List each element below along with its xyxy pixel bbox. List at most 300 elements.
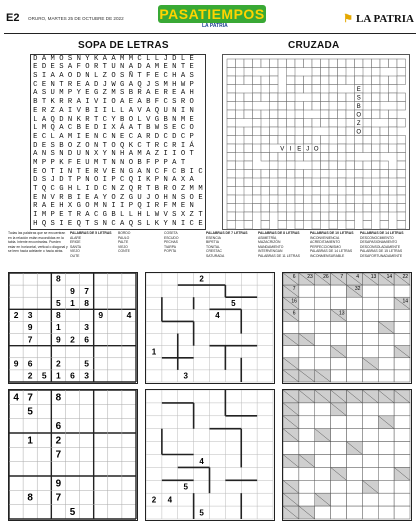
sopa-letter: O [189, 124, 194, 133]
sopa-letter: Q [137, 80, 142, 89]
sopa-row [31, 168, 205, 177]
sopa-letter: A [76, 98, 81, 107]
number-puzzle-2-grid [146, 390, 276, 522]
sopa-letter: E [33, 63, 38, 72]
sopa-letter: U [76, 150, 81, 159]
sopa-letter: E [198, 193, 203, 202]
sopa-letter: P [154, 158, 160, 167]
crossword-cell [397, 76, 406, 85]
sopa-letter: W [180, 80, 186, 89]
crossword-cell [355, 170, 364, 179]
sopa-letter: S [50, 150, 55, 159]
sopa-letter: A [128, 63, 134, 72]
sudoku-digit: 2 [70, 334, 75, 345]
sopa-letter: C [93, 211, 99, 220]
crossword-cell [287, 136, 296, 145]
word-column [206, 231, 250, 259]
sopa-letter: A [59, 106, 64, 115]
crossword-cell [312, 68, 321, 77]
sopa-letter: Y [163, 219, 168, 228]
sopa-letter: Q [128, 176, 134, 185]
sopa-letter: N [172, 115, 177, 124]
sopa-letter: I [163, 150, 168, 159]
crossword-cell [244, 102, 253, 111]
crossword-cell [321, 195, 330, 204]
sopa-letter: D [33, 176, 38, 185]
kakuro-cell [331, 442, 347, 455]
kakuro-cell [378, 297, 394, 309]
sopa-letter: Q [50, 124, 55, 133]
sopa-letter: T [198, 211, 203, 220]
sopa-letter: I [59, 219, 64, 228]
crossword-cell [227, 144, 236, 153]
region-number: 4 [215, 311, 220, 321]
sopa-letter: A [111, 54, 116, 63]
sopa-letter: K [128, 141, 134, 150]
crossword-cell [312, 76, 321, 85]
sopa-letter: M [111, 89, 116, 98]
sopa-letter: C [198, 167, 203, 176]
sopa-letter: S [172, 98, 177, 107]
sopa-letter: R [33, 202, 38, 211]
sopa-letter: E [85, 193, 90, 202]
sopa-letter: E [172, 124, 177, 133]
sopa-letter: K [93, 54, 99, 63]
crossword-cell [346, 187, 355, 196]
sopa-letter: A [33, 150, 38, 159]
sudoku-digit: 2 [56, 358, 61, 369]
word-item: PAULO [118, 235, 130, 240]
sopa-letter: N [120, 63, 125, 72]
sopa-letter: K [76, 115, 81, 124]
kakuro-cell [394, 493, 410, 506]
crossword-cell [338, 195, 347, 204]
word-list [8, 231, 412, 269]
sopa-row [31, 133, 205, 142]
crossword-cell [363, 212, 372, 221]
number-puzzle-1-grid [146, 273, 276, 385]
crossword-cell [380, 136, 389, 145]
sopa-letter: B [180, 167, 186, 176]
sopa-letter: A [85, 80, 90, 89]
crossword-cell [261, 212, 270, 221]
crossword-cell [261, 127, 270, 136]
sudoku-digit: 4 [126, 310, 132, 321]
kakuro-cell [362, 346, 378, 358]
sopa-letter: E [33, 193, 38, 202]
crossword-cell [397, 136, 406, 145]
sopa-row [31, 98, 205, 107]
sopa-letter: R [76, 211, 81, 220]
word-item: PALABRAS DE 14 LETRAS [310, 249, 353, 254]
crossword-cell [278, 170, 287, 179]
kakuro-cell [315, 346, 331, 358]
crossword-cell [389, 170, 398, 179]
sopa-letter: P [154, 176, 160, 185]
pasatiempos-logo [158, 5, 266, 31]
sudoku-digit: 6 [55, 420, 62, 432]
word-item: PALABRAS DE 11 LETRAS [258, 253, 300, 258]
word-item: BIPETIA [206, 240, 220, 245]
sopa-letter: Á [189, 141, 194, 150]
kakuro-cell [394, 334, 410, 346]
sopa-letter: E [189, 115, 194, 124]
sopa-letter: D [59, 115, 64, 124]
kakuro-cell [299, 297, 315, 309]
crossword-cell [312, 161, 321, 170]
crossword-cell [346, 127, 355, 136]
sopa-letter: Z [102, 89, 107, 98]
sopa-letter: N [146, 167, 151, 176]
crossword-cell [363, 195, 372, 204]
sopa-letter: U [163, 106, 168, 115]
crossword-letter: S [356, 95, 361, 102]
crossword-cell [227, 76, 236, 85]
sopa-letter: N [172, 63, 177, 72]
sopa-letter: I [120, 202, 125, 211]
sopa-letter: E [172, 89, 177, 98]
kakuro-2-grid [283, 390, 413, 522]
crossword-letter: Z [356, 120, 361, 127]
sopa-letter: T [50, 167, 55, 176]
sopa-letter: T [102, 63, 107, 72]
crossword-cell [244, 93, 253, 102]
crossword-cell [227, 59, 236, 68]
crossword-cell [270, 59, 279, 68]
sopa-letter: B [128, 89, 134, 98]
crossword-cell [253, 119, 262, 128]
sopa-letter: Z [50, 106, 55, 115]
sopa-letter: Z [120, 193, 125, 202]
kakuro-cell [315, 358, 331, 370]
sopa-letter: R [85, 115, 90, 124]
kakuro-cell [299, 442, 315, 455]
kakuro-cell [378, 480, 394, 493]
sopa-letter: V [76, 106, 81, 115]
sopa-row [31, 211, 205, 220]
sopa-letter: J [146, 193, 151, 202]
crossword-cell [270, 68, 279, 77]
sopa-letter: R [154, 202, 160, 211]
crossword-cell [363, 187, 372, 196]
crossword-cell [236, 127, 245, 136]
crossword-cell [287, 127, 296, 136]
kakuro-cell [315, 506, 331, 519]
kakuro-clue: 7 [340, 274, 344, 281]
word-item: BORDO [118, 231, 131, 235]
sopa-letter: N [111, 150, 116, 159]
crossword-cell [253, 195, 262, 204]
sopa-letter: U [50, 89, 55, 98]
kakuro-cell [331, 321, 347, 333]
crossword-cell [355, 178, 364, 187]
sopa-letter: D [33, 141, 38, 150]
crossword-cell [363, 221, 372, 230]
sopa-letter: C [120, 176, 125, 185]
sopa-row [31, 142, 205, 151]
sopa-letter: N [85, 72, 90, 81]
crossword-cell [397, 170, 406, 179]
crossword-cell [304, 59, 313, 68]
word-item: PECHAS [164, 240, 178, 245]
sopa-letter: T [180, 63, 186, 72]
sopa-letter: C [111, 219, 116, 228]
sopa-letter: L [128, 211, 134, 220]
sopa-letter: O [85, 202, 90, 211]
word-item: ACREDITAMIENTO [310, 240, 341, 245]
sopa-row [31, 185, 205, 194]
kakuro-cell [378, 429, 394, 442]
crossword-cell [338, 161, 347, 170]
sopa-row [31, 55, 205, 64]
kakuro-cell [362, 429, 378, 442]
crossword-cell [389, 93, 398, 102]
crossword-cell [278, 187, 287, 196]
sopa-letter: O [93, 176, 99, 185]
sopa-letter: P [76, 176, 81, 185]
word-column [310, 231, 354, 259]
crossword-cell [321, 76, 330, 85]
sopa-letter: I [85, 98, 90, 107]
sudoku-digit: 2 [27, 370, 33, 381]
crossword-cell [329, 195, 338, 204]
sopa-letter: N [102, 219, 107, 228]
crossword-cell [278, 119, 287, 128]
sopa-letter: C [137, 54, 142, 63]
sopa-letter: P [67, 89, 73, 98]
sopa-letter: N [85, 150, 90, 159]
kakuro-cell [331, 493, 347, 506]
sudoku-digit: 1 [56, 322, 61, 333]
kakuro-clue: 22 [402, 274, 409, 281]
crossword-cell [312, 119, 321, 128]
crossword-letter: J [306, 146, 310, 153]
crossword-cell [253, 187, 262, 196]
crossword-cell [304, 127, 313, 136]
sopa-letter: G [154, 115, 160, 124]
word-item: COSETA [164, 231, 178, 235]
sopa-letter: N [111, 185, 116, 194]
crossword-cell [278, 110, 287, 119]
crossword-cell [295, 204, 304, 213]
crossword-cell [380, 93, 389, 102]
sopa-letter: S [120, 89, 125, 98]
sopa-letter: S [172, 211, 177, 220]
crossword-cell [312, 93, 321, 102]
word-item: MANDAMIENTO [258, 244, 284, 249]
sopa-row [31, 81, 205, 90]
kakuro-clue: 26 [323, 274, 329, 281]
kakuro-cell [362, 309, 378, 321]
sopa-letter: D [137, 63, 142, 72]
word-item: PALABRAS DE 15 LETRAS [360, 249, 403, 254]
sopa-letter: I [85, 185, 90, 194]
sopa-letter: A [85, 211, 90, 220]
crossword-cell [227, 110, 236, 119]
crossword-cell [295, 102, 304, 111]
sopa-letter: A [137, 98, 142, 107]
sopa-letter: T [137, 124, 142, 133]
sopa-letter: F [163, 167, 168, 176]
kakuro-cell [299, 493, 315, 506]
crossword-cell [304, 136, 313, 145]
kakuro-cell [362, 455, 378, 468]
sopa-letter: C [102, 115, 107, 124]
crossword-cell [287, 187, 296, 196]
crossword-cell [287, 195, 296, 204]
sopa-letter: H [59, 202, 64, 211]
crossword-cell [389, 76, 398, 85]
sopa-letter: E [41, 141, 47, 150]
sopa-letter: A [180, 72, 186, 81]
crossword-cell [363, 136, 372, 145]
sudoku-digit: 5 [41, 370, 47, 381]
kakuro-cell [362, 285, 378, 297]
crossword-cell [253, 127, 262, 136]
sopa-letter: F [146, 158, 151, 167]
kakuro-cell [315, 297, 331, 309]
sopa-letter: G [102, 211, 107, 220]
crossword-cell [312, 187, 321, 196]
kakuro-cell [394, 416, 410, 429]
sopa-letter: A [50, 72, 55, 81]
sopa-letter: A [59, 72, 64, 81]
crossword-cell [278, 59, 287, 68]
word-item: TONITAL [206, 244, 221, 249]
sopa-letter: M [128, 54, 134, 63]
crossword-cell [329, 85, 338, 94]
sopa-letter: E [85, 167, 90, 176]
sopa-letter: U [111, 63, 116, 72]
sopa-letter: J [102, 80, 107, 89]
sopa-letter: N [50, 80, 55, 89]
crossword-cell [346, 161, 355, 170]
crossword-cell [312, 85, 321, 94]
sopa-letter: S [120, 72, 125, 81]
kakuro-cell [331, 416, 347, 429]
sopa-letter: J [50, 176, 55, 185]
sopa-letter: H [33, 219, 38, 228]
crossword-cell [261, 144, 270, 153]
crossword-cell [261, 76, 270, 85]
crossword-cell [270, 161, 279, 170]
sudoku-digit: 8 [56, 310, 61, 321]
sudoku-digit: 8 [84, 297, 89, 308]
crossword-cell [227, 161, 236, 170]
sopa-letter: E [67, 219, 73, 228]
sopa-letter: E [85, 132, 90, 141]
crossword-cell [270, 153, 279, 162]
sopa-letter: A [172, 158, 177, 167]
region-number: 5 [183, 482, 188, 492]
crossword-cell [363, 76, 372, 85]
crossword-cell [270, 119, 279, 128]
kakuro-cell [315, 480, 331, 493]
kakuro-1-grid [283, 273, 413, 385]
sudoku-2 [8, 389, 138, 521]
crossword-cell [397, 119, 406, 128]
crossword-cell [287, 170, 296, 179]
crossword-cell [278, 212, 287, 221]
sopa-letter: R [146, 132, 151, 141]
kakuro-cell [362, 416, 378, 429]
kakuro-cell [394, 455, 410, 468]
sopa-letter: A [146, 63, 151, 72]
crossword-cell [380, 221, 389, 230]
crossword-cell [321, 178, 330, 187]
kakuro-cell [362, 506, 378, 519]
kakuro-cell [394, 370, 410, 382]
crossword-cell [287, 153, 296, 162]
kakuro-cell [362, 467, 378, 480]
sopa-letter: R [163, 185, 168, 194]
crossword-cell [244, 204, 253, 213]
sopa-letter: V [93, 98, 99, 107]
sopa-letter: F [146, 72, 151, 81]
sopa-letter: M [67, 132, 73, 141]
crossword-cell [295, 76, 304, 85]
sopa-letter: T [33, 185, 38, 194]
word-item: ERIGE [70, 240, 81, 245]
word-item: CRESTAC [206, 249, 222, 254]
sopa-letter: E [154, 89, 160, 98]
crossword-cell [253, 93, 262, 102]
sopa-letter: F [67, 158, 73, 167]
crossword-cell [372, 187, 381, 196]
crossword-cell [329, 76, 338, 85]
word-item: ASIMETRÍA [258, 235, 277, 240]
region-number: 2 [151, 495, 157, 505]
sopa-letter: T [85, 219, 90, 228]
kakuro-cell [362, 370, 378, 382]
crossword-cell [278, 153, 287, 162]
kakuro-cell [331, 455, 347, 468]
sopa-letter: P [111, 176, 116, 185]
crossword-cell [329, 127, 338, 136]
sopa-letter: B [33, 98, 38, 107]
sudoku-digit: 7 [27, 392, 33, 404]
kakuro-cell [394, 506, 410, 519]
kakuro-cell [283, 346, 299, 358]
word-item: ESCUDO [164, 235, 179, 240]
crossword-cell [244, 110, 253, 119]
sudoku-digit: 8 [55, 392, 62, 404]
sopa-letter: P [50, 158, 55, 167]
crossword-cell [236, 212, 245, 221]
crossword-cell [287, 59, 296, 68]
sopa-letter: B [120, 115, 125, 124]
crossword-cell [236, 76, 245, 85]
kakuro-cell [394, 309, 410, 321]
kakuro-cell [378, 309, 394, 321]
sopa-letter: B [67, 193, 73, 202]
sopa-letter: E [76, 158, 81, 167]
sopa-letter: C [163, 141, 168, 150]
sopa-row [31, 64, 205, 73]
kakuro-1 [282, 272, 412, 384]
kakuro-cell [315, 416, 331, 429]
crossword-cell [227, 187, 236, 196]
word-item: SANTA [70, 244, 82, 249]
region-number: 3 [183, 371, 188, 381]
crossword-cell [372, 68, 381, 77]
crossword-cell [253, 85, 262, 94]
crossword-cell [270, 204, 279, 213]
crossword-cell [380, 144, 389, 153]
sopa-letter: X [180, 176, 186, 185]
word-item: TIARPA [164, 244, 176, 249]
kakuro-clue: 13 [338, 310, 345, 317]
